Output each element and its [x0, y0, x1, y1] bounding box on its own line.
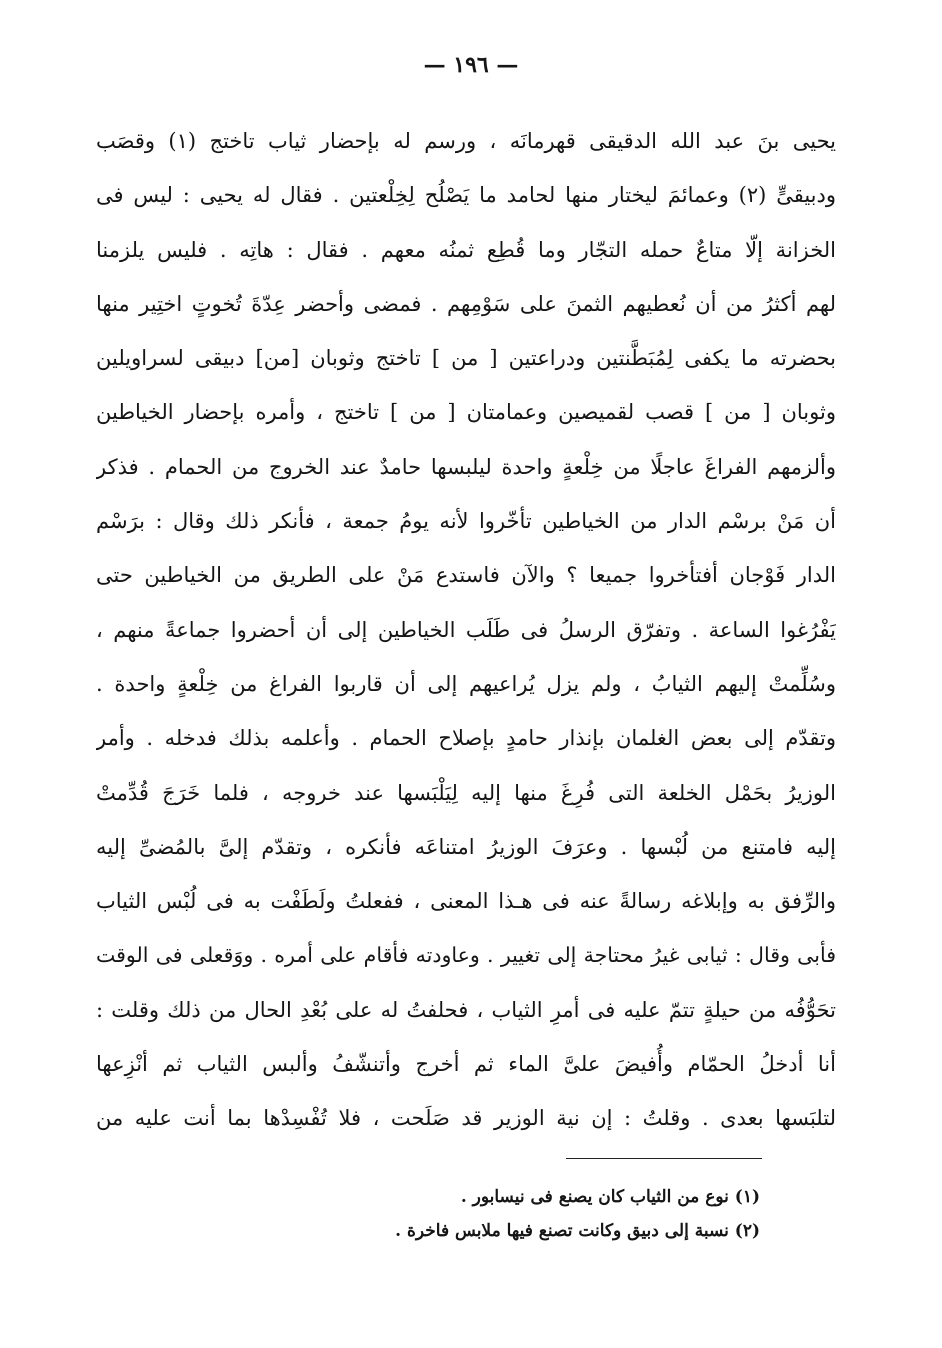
- text-line: الوزيرُ بحَمْل الخلعة التى فُرِغَ منها إليه لِيَلْبَسها عند خروجه ، فلما خَرَجَ قُدِّمتْ: [96, 780, 836, 805]
- main-text: [96, 114, 836, 1146]
- text-line: لهم أكثرُ من أن نُعطيهم الثمنَ على سَوْمِهم . فمضى وأحضر عِدّةَ تُخوتٍ اختِير منها: [96, 291, 836, 316]
- text-line: يَفْرُغوا الساعة . وتفرّق الرسلُ فى طَلَب الخياطين إلى أن أحضروا جماعةً منهم ،: [96, 617, 836, 642]
- text-line: بحضرته ما يكفى لِمُبَطَّنتين ودراعتين [ من ] تاختج وثوبان [من] دبيقى لسراويلين: [96, 346, 836, 371]
- footnote-2: (٢) نسبة إلى دبيق وكانت تصنع فيها ملابس فاخرة .: [395, 1221, 760, 1241]
- text-line: ودبيقىٍّ (٢) وعمائمَ ليختار منها لحامد ما يَصْلُح لِخِلْعتين . فقال له يحيى : ليس فى: [96, 183, 836, 208]
- text-line: أن مَنْ برسْم الدار من الخياطين تأخّروا لأنه يومُ جمعة ، فأنكر ذلك وقال : برَسْم: [96, 509, 836, 534]
- text-line: فأبى وقال : ثيابى غيرُ محتاجة إلى تغيير . وعاودته فأقام على أمره . ووَقعلى فى الوقت: [96, 943, 836, 968]
- text-line: تحَوُّفُه من حيلةٍ تتمّ عليه فى أمرِ الثياب ، فحلفتُ له على بُعْدِ الحال من ذلك وقلت :: [96, 997, 836, 1022]
- footnote-1: (١) نوع من الثياب كان يصنع فى نيسابور .: [460, 1187, 760, 1207]
- text-line: إليه فامتنع من لُبْسها . وعرَفَ الوزيرُ امتناعَه فأنكره ، وتقدّم إلىَّ بالمُضىِّ إليه: [96, 834, 836, 859]
- page-number: — ١٩٦ —: [423, 52, 519, 78]
- text-line: الخزانة إلّا متاعٌ حمله التجّار وما قُطِع ثمنُه معهم . فقال : هاتِه . فليس يلزمنا: [96, 237, 836, 262]
- text-line: وتقدّم إلى بعض الغلمان بإنذار حامدٍ بإصلاح الحمام . وأعلمه بذلك فدخله . وأمر: [96, 726, 836, 751]
- text-line: أنا أدخلُ الحمّام وأُفيضَ علىَّ الماء ثم أخرج وأتنشّفُ وألبس الثياب ثم أنْزِعها: [96, 1052, 836, 1077]
- text-line: وثوبان [ من ] قصب لقميصين وعمامتان [ من ] تاختج ، وأمره بإحضار الخياطين: [96, 400, 836, 425]
- text-line: وسُلِّمتْ إليهم الثيابُ ، ولم يزل يُراعيهم إلى أن قاربوا الفراغ من خِلْعةٍ واحدة .: [96, 671, 836, 696]
- footnotes: [200, 1180, 760, 1248]
- text-line: وألزمهم الفراغَ عاجلًا من خِلْعةٍ واحدة ليلبسها حامدٌ عند الخروج من الحمام . فذكر: [96, 454, 836, 479]
- text-line: يحيى بنَ عبد الله الدقيقى قهرمانَه ، ورسم له بإحضار ثياب تاختج (١) وقصَب: [96, 129, 836, 153]
- footnote-divider: [566, 1158, 762, 1159]
- text-line: الدار فَوْجان أفتأخروا جميعا ؟ والآن فاستدع مَنْ على الطريق من الخياطين حتى: [96, 563, 836, 588]
- text-line: والرِّفق به وإبلاغه رسالةً عنه فى هـذا المعنى ، ففعلتُ ولَطَفْت به فى لُبْس الثياب: [96, 889, 836, 914]
- text-line: لتلبَسها بعدى . وقلتُ : إن نية الوزير قد صَلَحت ، فلا تُفْسِدْها بما أنت عليه من: [96, 1106, 836, 1131]
